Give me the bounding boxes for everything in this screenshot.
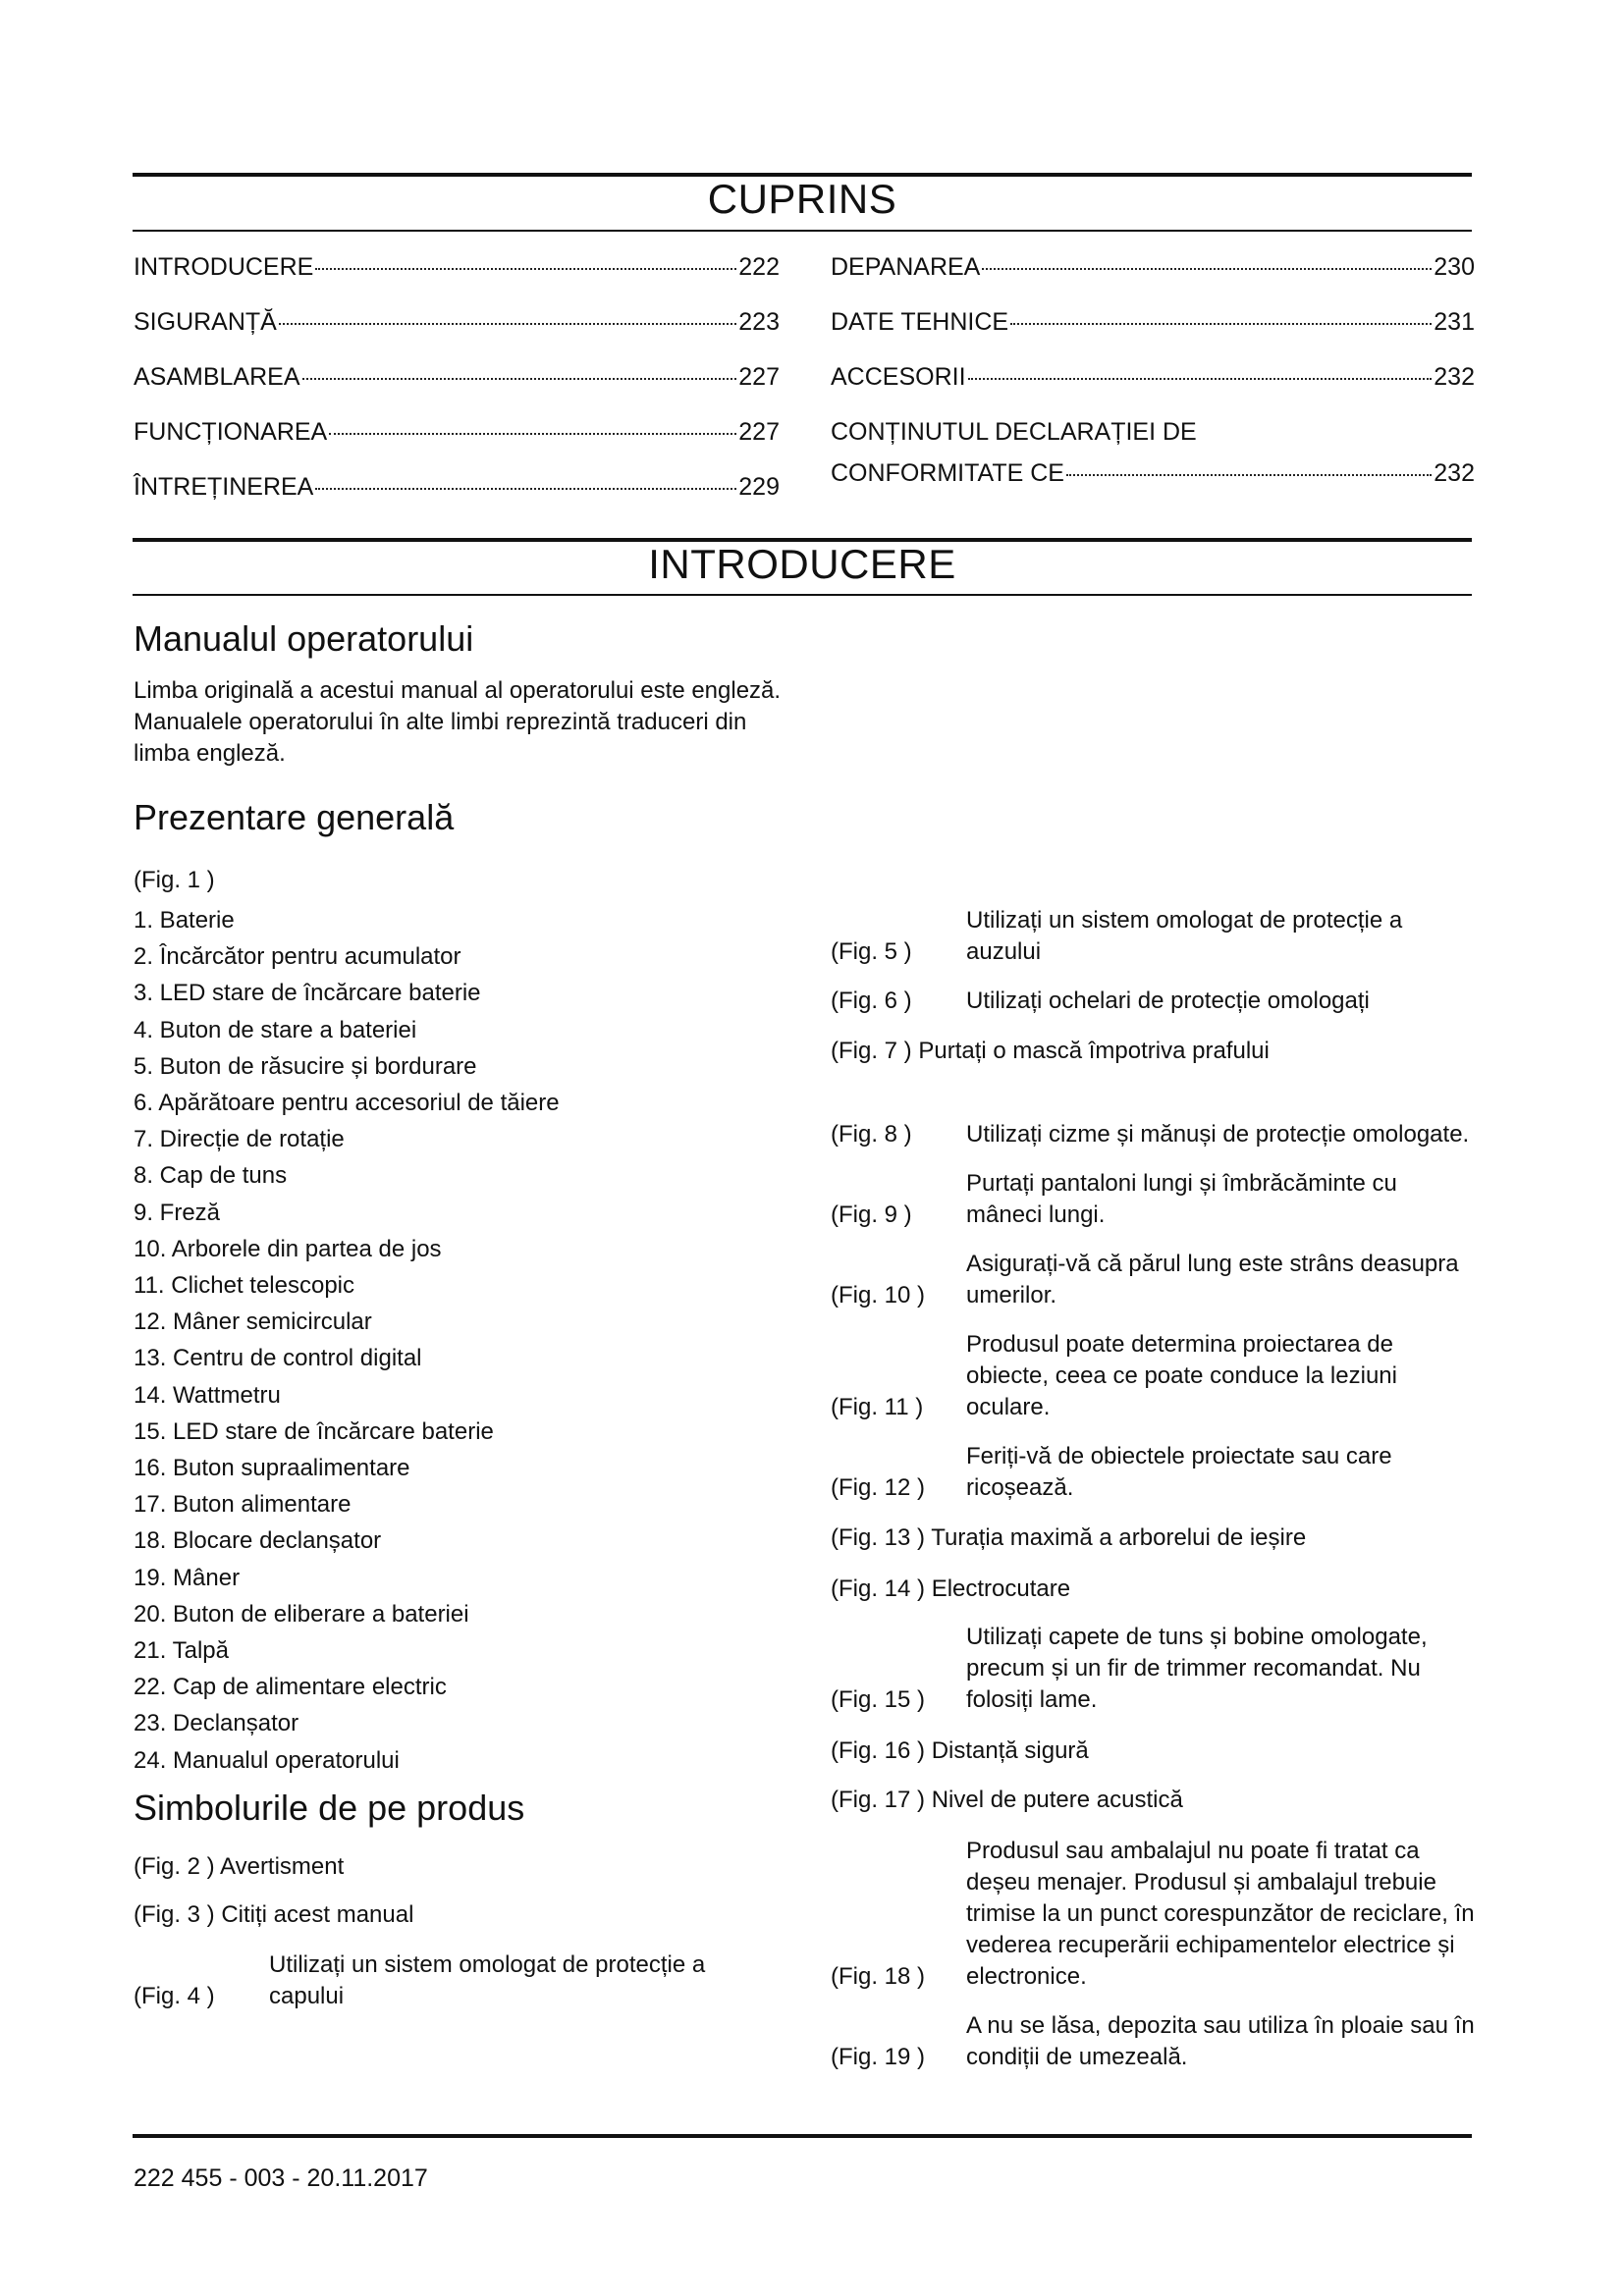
list-item: 7. Direcție de rotație bbox=[134, 1126, 345, 1153]
toc-entry-line1[interactable]: CONȚINUTUL DECLARAȚIEI DE bbox=[831, 418, 1197, 446]
fig16-line: (Fig. 16 ) Distanță sigură bbox=[831, 1737, 1089, 1764]
symbols-heading: Simbolurile de pe produs bbox=[134, 1788, 525, 1828]
list-item: 3. LED stare de încărcare baterie bbox=[134, 980, 481, 1007]
list-item: 9. Freză bbox=[134, 1199, 221, 1226]
fig3-line: (Fig. 3 ) Citiți acest manual bbox=[134, 1901, 414, 1928]
list-item: 2. Încărcător pentru acumulator bbox=[134, 943, 461, 971]
fig4-text: Utilizați un sistem omologat de protecție a capului bbox=[269, 1951, 706, 2009]
toc-entry[interactable]: DEPANAREA 230 bbox=[831, 253, 1475, 281]
toc-title: CUPRINS bbox=[707, 176, 897, 222]
manual-text: Limba originală a acestui manual al operatorului este engleză. Manualele operatorului în alte limbi reprezintă traduceri din limba engleză. bbox=[134, 677, 782, 767]
toc-entry[interactable]: ACCESORII 232 bbox=[831, 363, 1475, 391]
intro-title: INTRODUCERE bbox=[648, 541, 956, 587]
fig15-row: (Fig. 15 ) Utilizați capete de tuns și bobine omologate, precum și un fir de trimmer recomandat. Nu folosiți lame. bbox=[831, 1624, 1428, 1713]
parts-list bbox=[134, 902, 560, 1779]
list-item: 17. Buton alimentare bbox=[134, 1491, 352, 1519]
toc-entry[interactable]: ASAMBLAREA 227 bbox=[134, 363, 780, 391]
toc-entry[interactable]: CONFORMITATE CE 232 bbox=[831, 459, 1475, 487]
list-item: 18. Blocare declanșator bbox=[134, 1527, 382, 1555]
list-item: 1. Baterie bbox=[134, 907, 235, 934]
list-item: 15. LED stare de încărcare baterie bbox=[134, 1417, 494, 1445]
fig4-row bbox=[134, 1949, 782, 2012]
list-item: 4. Buton de stare a bateriei bbox=[134, 1016, 417, 1043]
list-item: 23. Declanșator bbox=[134, 1710, 299, 1737]
list-item: 5. Buton de răsucire și bordurare bbox=[134, 1052, 477, 1080]
fig11-row: (Fig. 11 ) Produsul poate determina proiectarea de obiecte, ceea ce poate conduce la leziuni oculare. bbox=[831, 1331, 1397, 1420]
manual-heading: Manualul operatorului bbox=[134, 618, 474, 659]
fig9-row: (Fig. 9 ) Purtați pantaloni lungi și îmbrăcăminte cu mâneci lungi. bbox=[831, 1170, 1397, 1228]
fig14-line: (Fig. 14 ) Electrocutare bbox=[831, 1575, 1071, 1602]
fig7-line: (Fig. 7 ) Purtați o mască împotriva prafului bbox=[831, 1038, 1270, 1064]
toc-entry[interactable]: FUNCȚIONAREA 227 bbox=[134, 418, 780, 446]
toc-entry[interactable]: DATE TEHNICE 231 bbox=[831, 308, 1475, 336]
list-item: 22. Cap de alimentare electric bbox=[134, 1674, 447, 1701]
footer-rule bbox=[133, 2134, 1472, 2138]
fig19-row: (Fig. 19 ) A nu se lăsa, depozita sau utiliza în ploaie sau în condiții de umezeală. bbox=[831, 2012, 1475, 2070]
list-item: 19. Mâner bbox=[134, 1564, 241, 1591]
list-item: 13. Centru de control digital bbox=[134, 1345, 422, 1372]
list-item: 12. Mâner semicircular bbox=[134, 1308, 372, 1336]
fig8-row: (Fig. 8 ) Utilizați cizme și mănuși de protecție omologate. bbox=[831, 1121, 1470, 1148]
toc-title-rule bbox=[133, 230, 1472, 232]
list-item: 10. Arborele din partea de jos bbox=[134, 1235, 442, 1262]
list-item: 6. Apărătoare pentru accesoriul de tăiere bbox=[134, 1090, 560, 1117]
footer-doc-number: 222 455 - 003 - 20.11.2017 bbox=[134, 2164, 428, 2192]
list-item: 24. Manualul operatorului bbox=[134, 1746, 400, 1774]
fig10-row: (Fig. 10 ) Asigurați-vă că părul lung este strâns deasupra umerilor. bbox=[831, 1251, 1459, 1308]
list-item: 8. Cap de tuns bbox=[134, 1162, 288, 1190]
list-item: 14. Wattmetru bbox=[134, 1381, 281, 1409]
fig1-label: (Fig. 1 ) bbox=[134, 867, 215, 893]
toc-entry[interactable]: ÎNTREȚINEREA 229 bbox=[134, 473, 780, 501]
fig4-label: (Fig. 4 ) bbox=[134, 1983, 215, 2009]
fig18-row: (Fig. 18 ) Produsul sau ambalajul nu poate fi tratat ca deșeu menajer. Produsul și ambalajul trebuie trimise la un punct corespunzător de reciclare, în vederea recuperării echipamentelor electrice și electronice. bbox=[831, 1838, 1475, 1990]
fig5-row: (Fig. 5 ) Utilizați un sistem omologat de protecție a auzului bbox=[831, 907, 1403, 965]
fig12-row: (Fig. 12 ) Feriți-vă de obiectele proiectate sau care ricoșează. bbox=[831, 1443, 1392, 1501]
fig17-line: (Fig. 17 ) Nivel de putere acustică bbox=[831, 1787, 1183, 1813]
fig6-row: (Fig. 6 ) Utilizați ochelari de protecție omologați bbox=[831, 988, 1370, 1014]
list-item: 16. Buton supraalimentare bbox=[134, 1455, 410, 1482]
toc-entry[interactable]: SIGURANȚĂ 223 bbox=[134, 308, 780, 336]
list-item: 21. Talpă bbox=[134, 1637, 229, 1665]
list-item: 20. Buton de eliberare a bateriei bbox=[134, 1600, 469, 1628]
fig2-line: (Fig. 2 ) Avertisment bbox=[134, 1853, 345, 1880]
overview-heading: Prezentare generală bbox=[134, 797, 455, 837]
intro-title-rule bbox=[133, 594, 1472, 596]
list-item: 11. Clichet telescopic bbox=[134, 1272, 354, 1300]
toc-entry[interactable]: INTRODUCERE 222 bbox=[134, 253, 780, 281]
fig13-line: (Fig. 13 ) Turația maximă a arborelui de ieșire bbox=[831, 1524, 1307, 1551]
